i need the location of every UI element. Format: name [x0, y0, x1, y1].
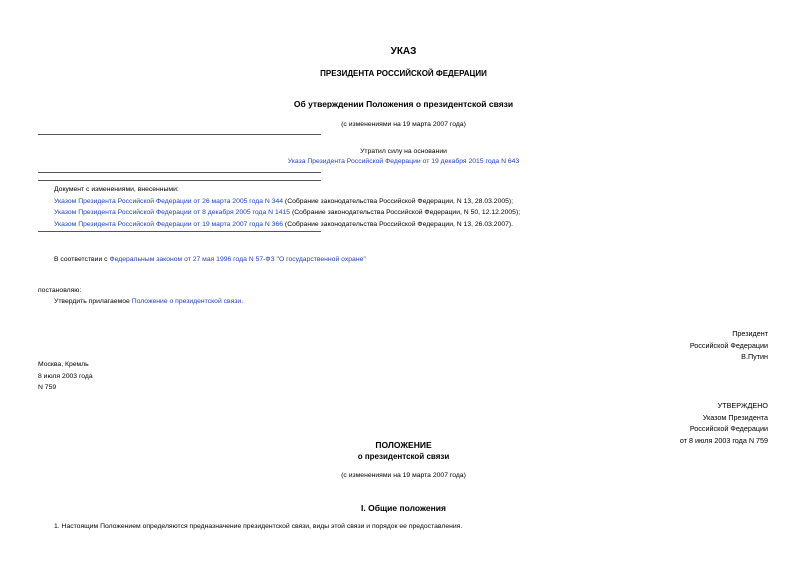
signature-block [690, 328, 768, 363]
approved-country: Российской Федерации [689, 424, 768, 433]
change-source: (Собрание законодательства Российской Федерации, N 13, 28.03.2005); [283, 197, 514, 205]
divider [38, 172, 321, 173]
divider [38, 180, 321, 181]
approved-date: от 8 июля 2003 года N 759 [679, 435, 768, 445]
amending-decree-link[interactable]: Указом Президента Российской Федерации от 26 марта 2005 года N 344 [54, 197, 284, 205]
postanovlyayu: постановляю: [38, 287, 82, 294]
change-item [54, 219, 520, 231]
changes-label: Документ с изменениями, внесенными: [54, 186, 179, 193]
regulation-amendments-note: (с изменениями на 19 марта 2007 года) [341, 472, 466, 479]
date: 8 июля 2003 года [38, 372, 93, 380]
amending-decree-link[interactable]: Указом Президента Российской Федерации от 19 марта 2007 года N 366 [54, 220, 284, 228]
approved-label: УТВЕРЖДЕНО [717, 401, 768, 410]
changes-block [54, 184, 520, 230]
place-date-block [38, 359, 93, 394]
approve-suffix: . [241, 298, 244, 305]
change-source: (Собрание законодательства Российской Федерации, N 13, 26.03.2007). [283, 220, 514, 228]
preamble [54, 256, 366, 263]
federal-law-link[interactable]: Федеральным законом от 27 мая 1996 года N 57-ФЗ "О государственной охране" [109, 256, 366, 263]
preamble-prefix: В соответствии с [54, 256, 110, 263]
approve-clause [54, 298, 243, 305]
divider [38, 134, 321, 135]
amending-decree-link[interactable]: Указом Президента Российской Федерации от 8 декабря 2005 года N 1415 [54, 209, 291, 216]
approved-by: Указом Президента [702, 412, 768, 422]
approve-prefix: Утвердить прилагаемое [54, 298, 132, 305]
place: Москва, Кремль [38, 361, 89, 368]
signature-country: Российской Федерации [689, 340, 768, 350]
divider [38, 231, 321, 232]
decree-issuer: ПРЕЗИДЕНТА РОССИЙСКОЙ ФЕДЕРАЦИИ [320, 69, 487, 78]
document-title: Об утверждении Положения о президентской связи [293, 99, 514, 109]
change-item [54, 196, 520, 208]
regulation-subtitle: о президентской связи [357, 452, 450, 461]
paragraph-1: 1. Настоящим Положением определяются предназначение президентской связи, виды этой связи и порядок ее предоставления. [54, 523, 463, 530]
invalidating-decree-link[interactable]: Указа Президента Российской Федерации от 19 декабря 2015 года N 643 [287, 158, 520, 165]
change-source: (Собрание законодательства Российской Федерации, N 50, 12.12.2005); [290, 209, 521, 216]
invalidated-label: Утратил силу на основании [360, 148, 447, 155]
section-title: I. Общие положения [361, 503, 446, 513]
decree-number: N 759 [38, 384, 57, 391]
amendments-note: (с изменениями на 19 марта 2007 года) [341, 121, 466, 128]
regulation-link[interactable]: Положение о президентской связи [131, 298, 242, 305]
decree-title: УКАЗ [390, 46, 417, 57]
change-item [54, 207, 520, 219]
signature-name: В.Путин [741, 352, 768, 361]
signature-title: Президент [732, 329, 768, 338]
regulation-title: ПОЛОЖЕНИЕ [375, 440, 432, 450]
